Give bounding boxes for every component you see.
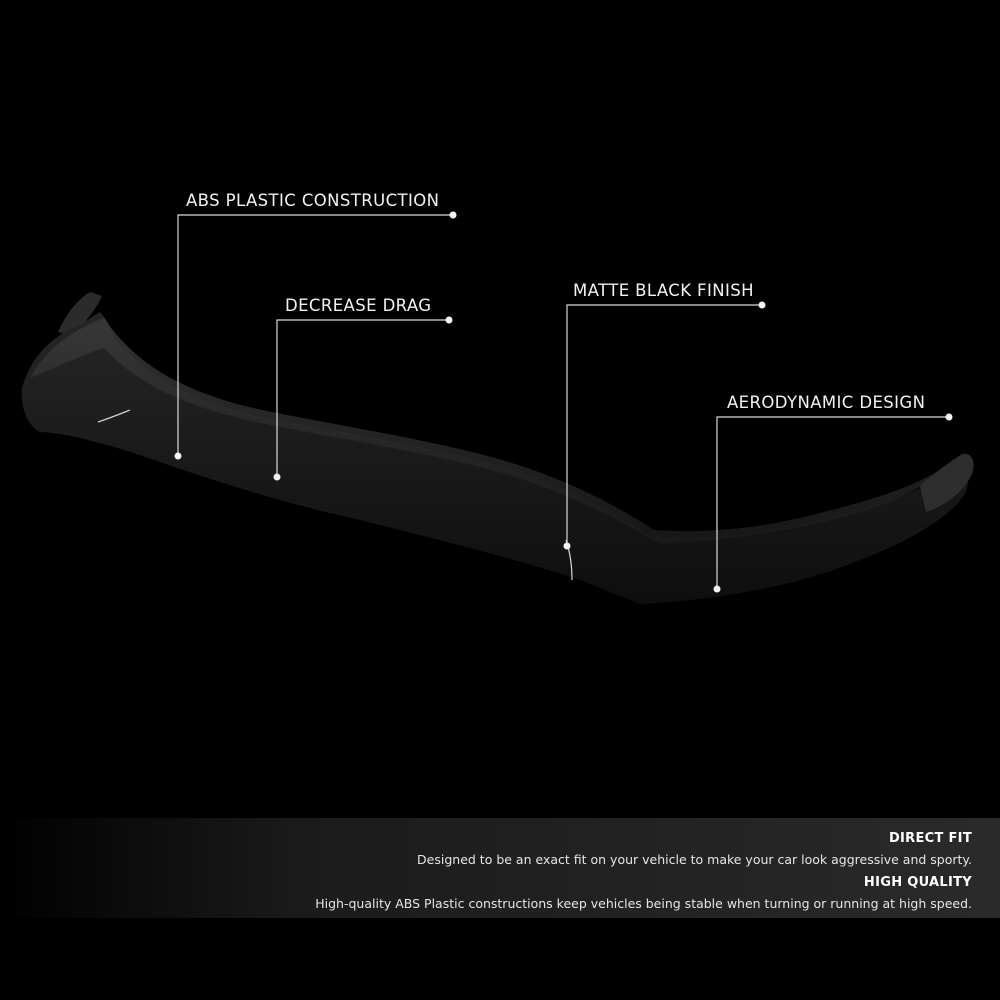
feature-title: HIGH QUALITY: [863, 875, 972, 890]
leader-dot: [175, 453, 182, 460]
feature-info-panel: [0, 818, 1000, 918]
leader-dot: [714, 586, 721, 593]
feature-high-quality: [315, 875, 972, 911]
feature-description: High-quality ABS Plastic constructions keep vehicles being stable when turning or running at high speed.: [315, 896, 972, 911]
callout-abs-plastic: ABS PLASTIC CONSTRUCTION: [186, 191, 440, 210]
front-bumper-lip-image: [22, 292, 974, 604]
leader-dot: [946, 414, 953, 421]
leader-dot: [564, 543, 571, 550]
leader-dot: [759, 302, 766, 309]
leader-dot: [274, 474, 281, 481]
callout-matte-black: MATTE BLACK FINISH: [573, 281, 754, 300]
callout-decrease-drag: DECREASE DRAG: [285, 296, 432, 315]
feature-direct-fit: [417, 831, 972, 867]
feature-title: DIRECT FIT: [888, 831, 972, 846]
leader-dot: [450, 212, 457, 219]
feature-description: Designed to be an exact fit on your vehicle to make your car look aggressive and sporty.: [417, 852, 972, 867]
leader-dot: [446, 317, 453, 324]
callout-aerodynamic: AERODYNAMIC DESIGN: [727, 393, 926, 412]
